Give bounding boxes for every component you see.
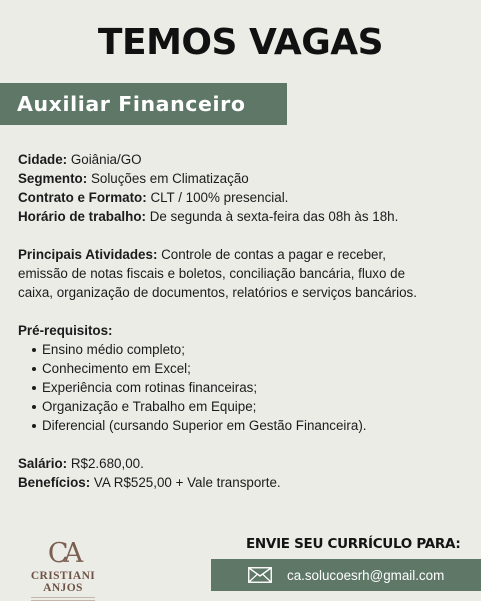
requirements-list [18, 340, 468, 435]
detail-label: Segmento: [18, 171, 88, 186]
detail-label: Salário: [18, 456, 68, 471]
detail-schedule [18, 207, 468, 226]
cta-title: ENVIE SEU CURRÍCULO PARA: [246, 536, 461, 552]
detail-segment [18, 169, 468, 188]
detail-city [18, 150, 468, 169]
logo-name: CRISTIANI ANJOS [30, 570, 96, 594]
mail-icon [248, 567, 272, 583]
detail-salary [18, 454, 468, 473]
detail-value: CLT / 100% presencial. [150, 190, 289, 205]
detail-value: De segunda à sexta-feira das 08h às 18h. [149, 209, 399, 224]
detail-label: Horário de trabalho: [18, 209, 146, 224]
detail-value: VA R$525,00 + Vale transporte. [93, 475, 281, 490]
activities-text: Controle de contas a pagar e receber, [161, 247, 386, 262]
job-title: Auxiliar Financeiro [17, 92, 246, 116]
detail-benefits [18, 473, 468, 492]
email-bar[interactable] [211, 559, 481, 591]
detail-value: Soluções em Climatização [90, 171, 249, 186]
activities-line-3: caixa, organização de documentos, relatórios e serviços bancários. [18, 285, 417, 300]
list-item: Organização e Trabalho em Equipe; [32, 397, 468, 416]
list-item: Diferencial (cursando Superior em Gestão Financeira). [32, 416, 468, 435]
list-item: Experiência com rotinas financeiras; [32, 378, 468, 397]
email-address[interactable]: ca.solucoesrh@gmail.com [287, 567, 445, 583]
detail-value: R$2.680,00. [70, 456, 144, 471]
detail-label: Cidade: [18, 152, 68, 167]
detail-label: Contrato e Formato: [18, 190, 147, 205]
logo-mark: CA [47, 538, 79, 569]
job-title-banner [0, 83, 287, 125]
detail-contract [18, 188, 468, 207]
logo-divider [31, 597, 95, 601]
list-item: Ensino médio completo; [32, 340, 468, 359]
activities-line-1 [18, 245, 468, 264]
activities-line-2: emissão de notas fiscais e boletos, conciliação bancária, fluxo de [18, 266, 406, 281]
job-details [18, 150, 468, 492]
requirements-heading [18, 321, 468, 340]
activities-label: Principais Atividades: [18, 247, 158, 262]
list-item: Conhecimento em Excel; [32, 359, 468, 378]
detail-label: Benefícios: [18, 475, 91, 490]
page-title: TEMOS VAGAS [97, 22, 384, 63]
detail-value: Goiânia/GO [70, 152, 142, 167]
requirements-label: Pré-requisitos: [18, 323, 113, 338]
company-logo [16, 540, 110, 601]
